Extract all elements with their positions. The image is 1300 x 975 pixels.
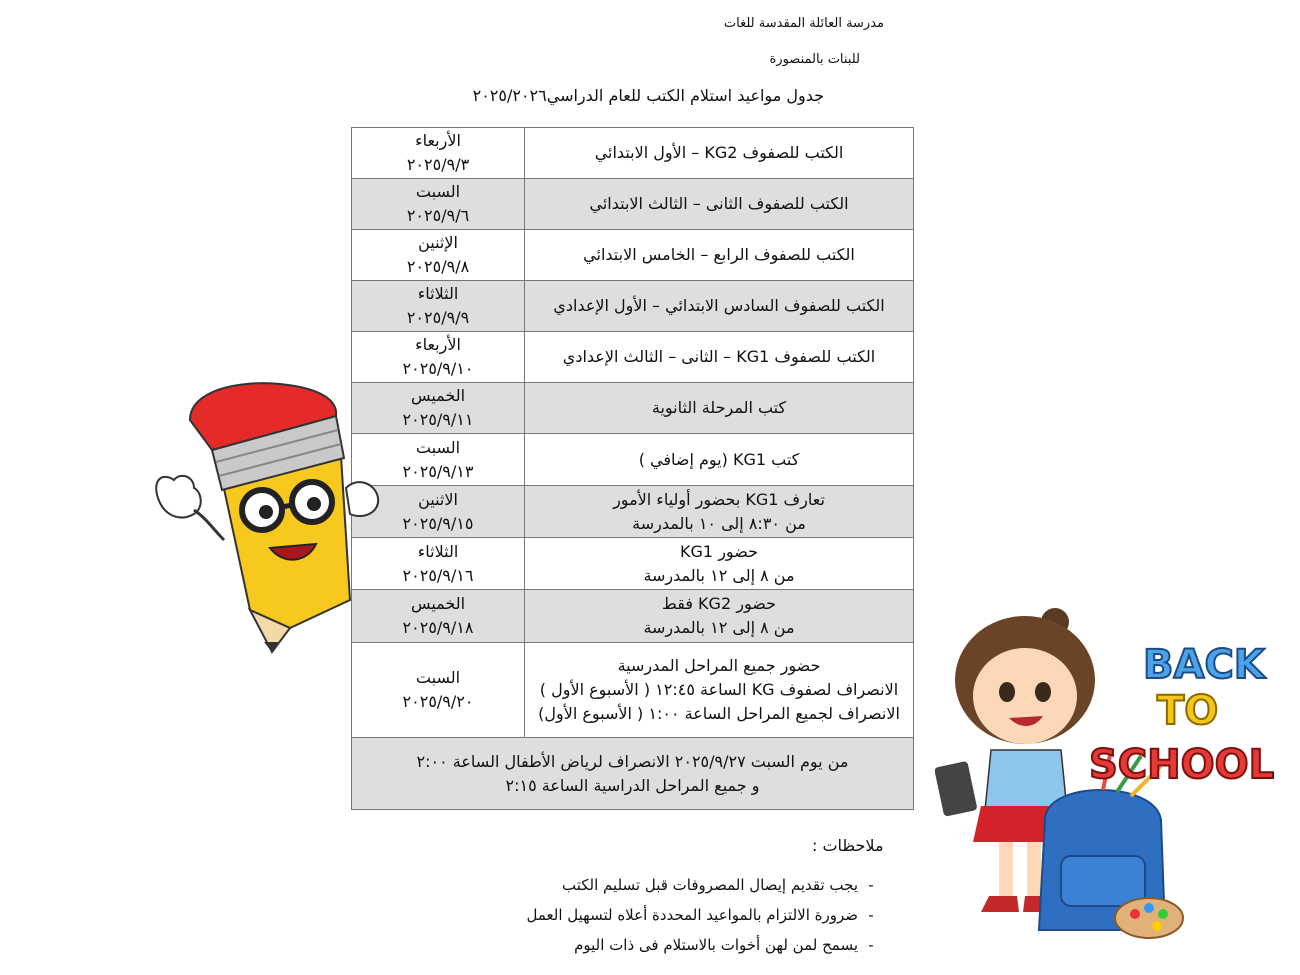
notes-list (444, 870, 884, 960)
day-date: ٢٠٢٥/٩/١١ (402, 410, 474, 429)
schedule-description-line: من ٨ إلى ١٢ بالمدرسة (643, 565, 795, 585)
school-location: للبنات بالمنصورة (769, 52, 860, 67)
schedule-description-line: الانصراف لجميع المراحل الساعة ١:٠٠ ( الأسبوع الأول) (538, 704, 900, 723)
schedule-footer-row (352, 738, 914, 810)
schedule-row (352, 128, 914, 179)
notes-heading: ملاحظات : (812, 836, 884, 855)
schedule-row (352, 538, 914, 590)
day-date: ٢٠٢٥/٩/١٥ (402, 513, 474, 533)
schedule-day-cell (352, 281, 525, 332)
sign-text-to: TO (1157, 688, 1219, 734)
schedule-description-cell (525, 590, 914, 643)
schedule-row (352, 434, 914, 486)
day-date: ٢٠٢٥/٩/١٠ (402, 359, 474, 378)
day-name: السبت (415, 668, 461, 687)
schedule-description-cell (525, 128, 914, 179)
day-date: ٢٠٢٥/٩/٩ (406, 308, 470, 327)
day-date: ٢٠٢٥/٩/٣ (406, 155, 470, 174)
schedule-day-cell (352, 332, 525, 383)
day-date: ٢٠٢٥/٩/١٣ (402, 461, 474, 481)
schedule-description-line: الكتب للصفوف الثانى – الثالث الابتدائي (589, 194, 849, 213)
back-to-school-girl-illustration (935, 600, 1275, 950)
schedule-description-line: حضور KG1 (680, 541, 758, 561)
schedule-table (351, 127, 914, 810)
schedule-description-line: الكتب للصفوف الرابع – الخامس الابتدائي (583, 245, 855, 264)
footer-note-line: من يوم السبت ٢٠٢٥/٩/٢٧ الانصراف لرياض الأطفال الساعة ٢:٠٠ (416, 751, 849, 771)
day-date: ٢٠٢٥/٩/١٦ (402, 565, 474, 585)
schedule-day-cell (352, 128, 525, 179)
schedule-row (352, 281, 914, 332)
schedule-description-line: كتب المرحلة الثانوية (651, 398, 787, 417)
schedule-footer-note (352, 738, 914, 810)
day-name: الثلاثاء (417, 541, 459, 561)
day-name: الخميس (410, 594, 466, 613)
day-date: ٢٠٢٥/٩/٨ (406, 257, 470, 276)
schedule-description-cell (525, 538, 914, 590)
sign-text-school: SCHOOL (1089, 742, 1275, 788)
schedule-description-line: الكتب للصفوف KG1 – الثانى – الثالث الإعدادي (562, 347, 876, 366)
schedule-description-cell (525, 230, 914, 281)
schedule-day-cell (352, 179, 525, 230)
schedule-description-cell (525, 643, 914, 738)
schedule-description-cell (525, 281, 914, 332)
sign-text-back: BACK (1143, 642, 1265, 688)
schedule-description-line: تعارف KG1 بحضور أولياء الأمور (613, 489, 825, 509)
schedule-description-cell (525, 434, 914, 486)
day-name: الثلاثاء (417, 284, 459, 303)
day-name: السبت (415, 182, 461, 201)
schedule-description-line: من ٨:٣٠ إلى ١٠ بالمدرسة (632, 513, 806, 533)
schedule-description-line: الانصراف لصفوف KG الساعة ١٢:٤٥ ( الأسبوع الأول ) (539, 680, 899, 699)
day-name: الاثنين (418, 489, 458, 509)
day-name: الأربعاء (415, 335, 461, 354)
schedule-row (352, 332, 914, 383)
school-name: مدرسة العائلة المقدسة للغات (723, 16, 884, 31)
schedule-description-cell (525, 179, 914, 230)
day-date: ٢٠٢٥/٩/٢٠ (402, 692, 474, 711)
schedule-row (352, 643, 914, 738)
day-date: ٢٠٢٥/٩/٦ (406, 206, 470, 225)
pencil-mascot-illustration (150, 380, 390, 660)
schedule-day-cell (352, 230, 525, 281)
schedule-row (352, 383, 914, 434)
schedule-row (352, 486, 914, 538)
schedule-row (352, 590, 914, 643)
schedule-description-cell (525, 332, 914, 383)
footer-note-line: و جميع المراحل الدراسية الساعة ٢:١٥ (505, 775, 760, 795)
schedule-description-line: من ٨ إلى ١٢ بالمدرسة (643, 618, 795, 637)
day-date: ٢٠٢٥/٩/١٨ (402, 618, 474, 637)
schedule-description-line: الكتب للصفوف السادس الابتدائي – الأول الإعدادي (553, 296, 885, 315)
schedule-row (352, 230, 914, 281)
schedule-description-line: حضور KG2 فقط (662, 594, 776, 613)
note-item: - ضرورة الالتزام بالمواعيد المحددة أعلاه لتسهيل العمل (444, 900, 884, 930)
note-item: - يسمح لمن لهن أخوات بالاستلام فى ذات اليوم (444, 930, 884, 960)
day-name: السبت (415, 437, 461, 457)
schedule-description-cell (525, 383, 914, 434)
schedule-row (352, 179, 914, 230)
day-name: الخميس (410, 386, 466, 405)
document-title: جدول مواعيد استلام الكتب للعام الدراسي٢٠٢٥/٢٠٢٦ (472, 86, 824, 105)
note-item: - يجب تقديم إيصال المصروفات قبل تسليم الكتب (444, 870, 884, 900)
schedule-description-line: حضور جميع المراحل المدرسية (617, 656, 821, 675)
schedule-description-line: كتب KG1 (يوم إضافي ) (638, 449, 800, 469)
schedule-description-line: الكتب للصفوف KG2 – الأول الابتدائي (594, 143, 844, 162)
day-name: الأربعاء (415, 131, 461, 150)
day-name: الإثنين (418, 233, 458, 252)
schedule-description-cell (525, 486, 914, 538)
